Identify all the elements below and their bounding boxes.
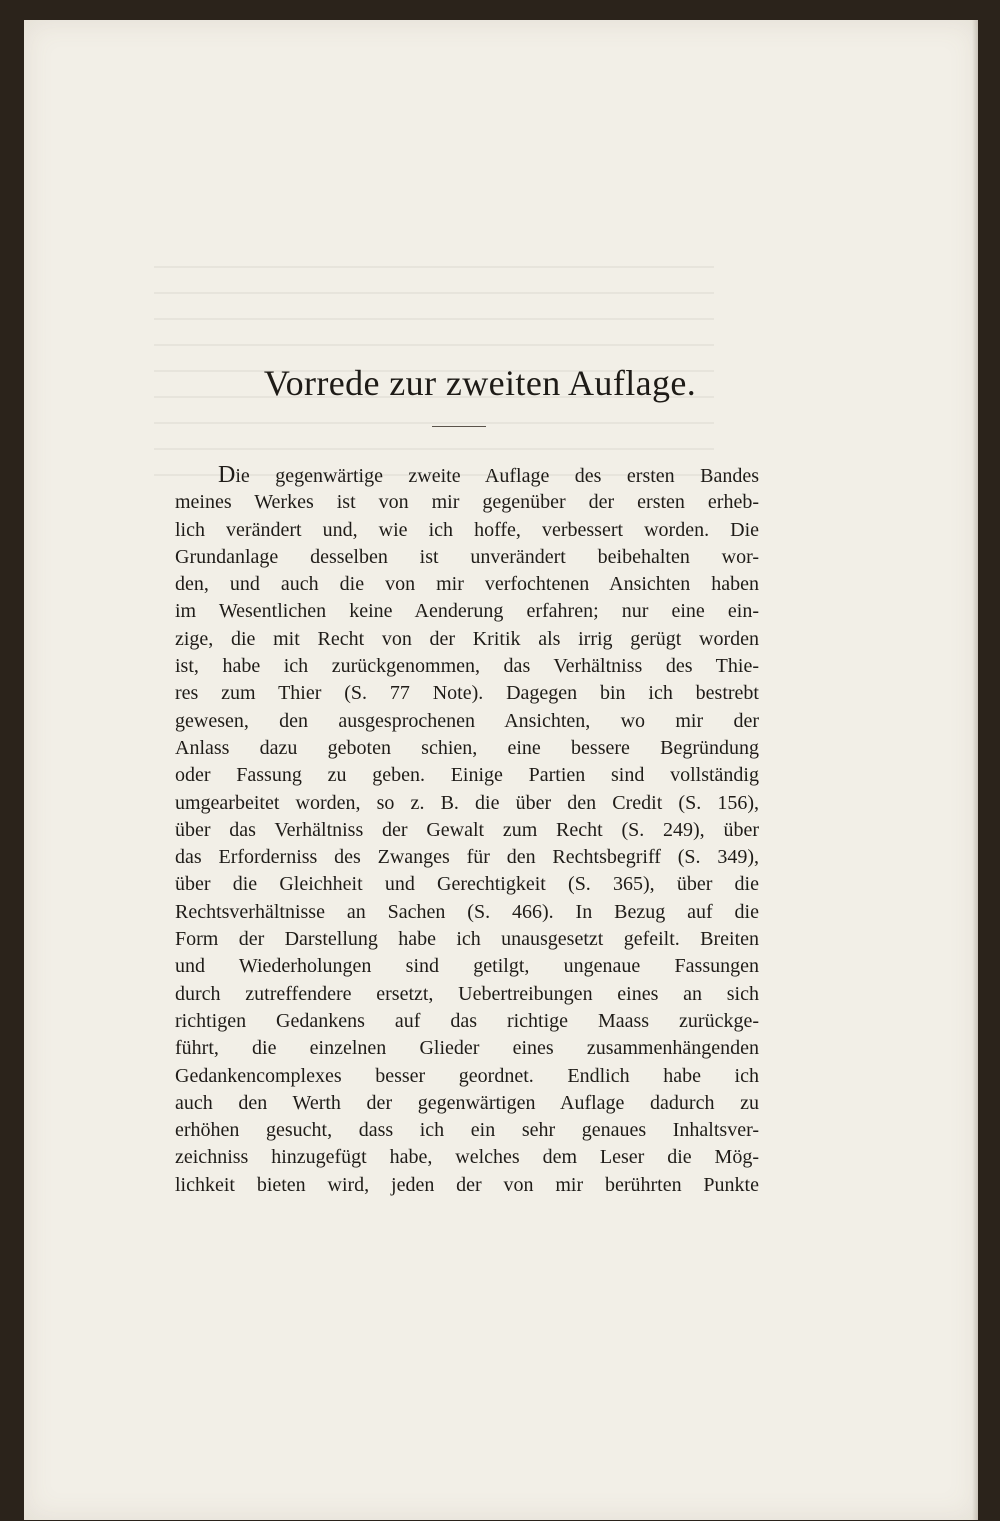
page-title: Vorrede zur zweiten Auflage. (263, 363, 697, 403)
text-line: ist, habe ich zurückgenommen, das Verhältniss des Thie- (175, 655, 759, 678)
text-line: und Wiederholungen sind getilgt, ungenaue Fassungen (175, 955, 759, 978)
text-line: über die Gleichheit und Gerechtigkeit (S. 365), über die (175, 873, 759, 896)
text-line: Form der Darstellung habe ich unausgesetzt gefeilt. Breiten (175, 928, 759, 951)
text-line: erhöhen gesucht, dass ich ein sehr genaues Inhaltsver- (175, 1119, 759, 1142)
text-line: den, und auch die von mir verfochtenen Ansichten haben (175, 573, 759, 596)
text-line: res zum Thier (S. 77 Note). Dagegen bin ich bestrebt (175, 682, 759, 705)
text-line: gewesen, den ausgesprochenen Ansichten, wo mir der (175, 709, 759, 732)
text-line: durch zutreffendere ersetzt, Uebertreibungen eines an sich (175, 982, 759, 1005)
text-line: oder Fassung zu geben. Einige Partien sind vollständig (175, 764, 759, 787)
text-line: zige, die mit Recht von der Kritik als irrig gerügt worden (175, 627, 759, 650)
text-line: Anlass dazu geboten schien, eine bessere Begründung (175, 736, 759, 759)
page-edge-shadow (972, 20, 978, 1520)
text-line: lichkeit bieten wird, jeden der von mir berührten Punkte (175, 1173, 759, 1196)
text-line: Die gegenwärtige zweite Auflage des ersten Bandes (218, 462, 759, 488)
text-line: das Erforderniss des Zwanges für den Rechtsbegriff (S. 349), (175, 846, 759, 869)
text-line: im Wesentlichen keine Aenderung erfahren; nur eine ein- (175, 600, 759, 623)
text-line: Rechtsverhältnisse an Sachen (S. 466). In Bezug auf die (175, 900, 759, 923)
text-line: Grundanlage desselben ist unverändert beibehalten wor- (175, 545, 759, 568)
text-line: lich verändert und, wie ich hoffe, verbessert worden. Die (175, 518, 759, 541)
text-line: führt, die einzelnen Glieder eines zusammenhängenden (175, 1037, 759, 1060)
text-line: auch den Werth der gegenwärtigen Auflage dadurch zu (175, 1091, 759, 1114)
text-line: meines Werkes ist von mir gegenüber der ersten erheb- (175, 491, 759, 514)
body-text (175, 462, 759, 1199)
text-line: über das Verhältniss der Gewalt zum Recht (S. 249), über (175, 818, 759, 841)
text-line: zeichniss hinzugefügt habe, welches dem Leser die Mög- (175, 1146, 759, 1169)
text-line: umgearbeitet worden, so z. B. die über den Credit (S. 156), (175, 791, 759, 814)
text-line: richtigen Gedankens auf das richtige Maass zurückge- (175, 1009, 759, 1032)
title-rule (432, 426, 486, 427)
text-line: Gedankencomplexes besser geordnet. Endlich habe ich (175, 1064, 759, 1087)
